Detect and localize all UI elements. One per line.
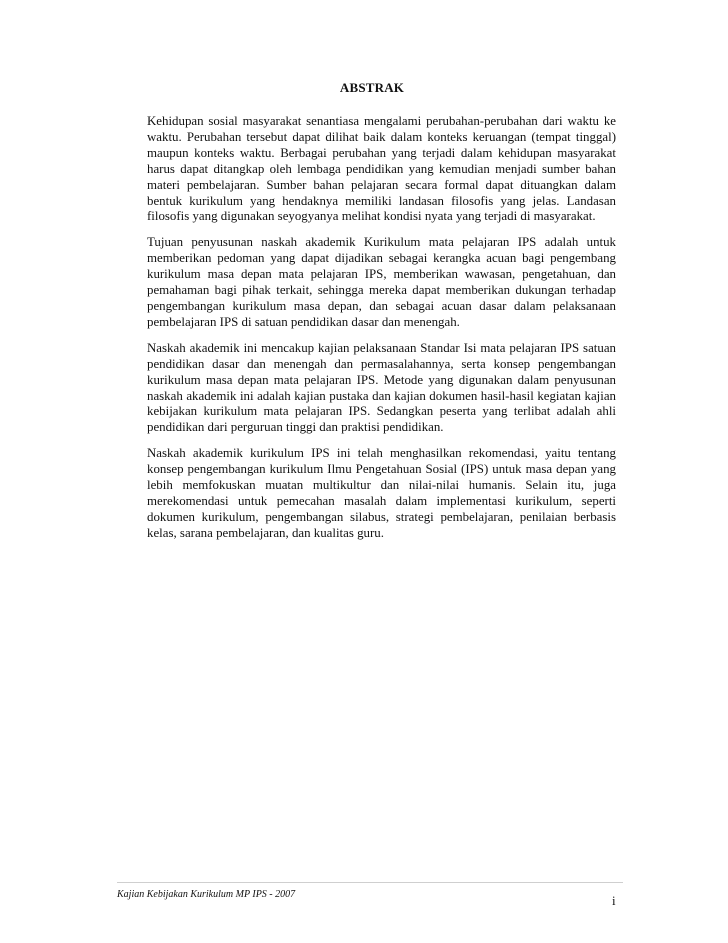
paragraph-4: Naskah akademik kurikulum IPS ini telah menghasilkan rekomendasi, yaitu tentang konsep pengembangan kurikulum Ilmu Pengetahuan Sosial (IPS) untuk masa depan yang lebih memfokuskan muatan multikultur dan nilai-nilai humanis. Selain itu, juga merekomendasi untuk pemecahan masalah dalam implementasi kurikulum, seperti dokumen kurikulum, pengembangan silabus, strategi pembelajaran, penilaian berbasis kelas, sarana pembelajaran, dan kualitas guru.	[147, 446, 616, 540]
paragraph-3: Naskah akademik ini mencakup kajian pelaksanaan Standar Isi mata pelajaran IPS satuan pendidikan dasar dan menengah dan permasalahannya, serta konsep pengembangan kurikulum masa depan mata pelajaran IPS. Metode yang digunakan dalam penyusunan naskah akademik ini adalah kajian pustaka dan kajian dokumen hasil-hasil kegiatan kajian kebijakan kurikulum mata pelajaran IPS. Sedangkan peserta yang terlibat adalah ahli pendidikan dari perguruan tinggi dan praktisi pendidikan.	[147, 340, 616, 435]
footer-caption: Kajian Kebijakan Kurikulum MP IPS - 2007	[117, 889, 296, 900]
page-number: i	[612, 893, 616, 908]
footer-divider	[117, 882, 623, 883]
page-title: ABSTRAK	[339, 80, 405, 95]
paragraph-1: Kehidupan sosial masyarakat senantiasa mengalami perubahan-perubahan dari waktu ke waktu. Perubahan tersebut dapat dilihat baik dalam konteks keruangan (tempat tinggal) maupun konteks waktu. Berbagai perubahan yang terjadi dalam kehidupan masyarakat harus dapat ditangkap oleh lembaga pendidikan yang kemudian menjadi sumber bahan materi pembelajaran. Sumber bahan pelajaran secara formal dapat dituangkan dalam bentuk kurikulum yang hendaknya memiliki landasan filosofis yang jelas. Landasan filosofis yang digunakan seyogyanya melihat kondisi nyata yang terjadi di masyarakat.	[147, 114, 616, 224]
paragraph-2: Tujuan penyusunan naskah akademik Kurikulum mata pelajaran IPS adalah untuk memberikan pedoman yang dapat dijadikan sebagai kerangka acuan bagi pengembang kurikulum masa depan mata pelajaran IPS, memberikan wawasan, pengetahuan, dan pemahaman bagi pihak terkait, sehingga mereka dapat memberikan dukungan terhadap pengembangan kurikulum masa depan, dan sebagai acuan dasar dalam pelaksanaan pembelajaran IPS di satuan pendidikan dasar dan menengah.	[147, 235, 616, 329]
abstract-body	[147, 114, 616, 552]
